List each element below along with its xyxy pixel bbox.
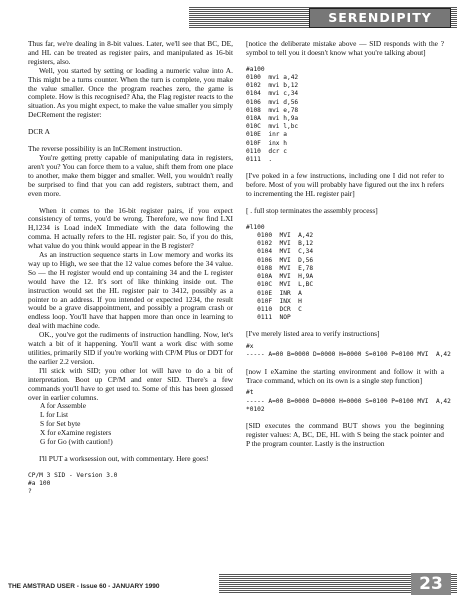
code-block: CP/M 3 SID - Version 3.0 #a 100 ?: [28, 471, 118, 496]
paragraph: Well, you started by setting or loading a numeric value into A. This might be a turns counter. When the turn is complete, you make the value smaller. Once the program reaches zero, the game is complete. How is this recognised? Aha, the Flag register reacts to the situation. As you might expect, to make the value smaller you simply DeCRement the register:: [28, 65, 233, 120]
note: [SID executes the command BUT shows you the beginning register values: A, BC, DE, HL with S being the stack pointer and P the program counter. Lastly is the instruction: [246, 421, 444, 448]
paragraph: I'll stick with SID; you other lot will have to do a bit of interpretation. Boot up CP/M and enter SID. There's a few commands you'll have to get used to. Some of this has been glossed over in earlier columns.: [28, 365, 233, 402]
paragraph: You're getting pretty capable of manipulating data in registers, aren't you? You can force them to a value, shift them from one place to another, make them bigger and smaller. Well, you wouldn't really be surprised to find that you can add registers, subtract them, and even more.: [28, 152, 233, 198]
paragraph: I'll PUT a worksession out, with commentary. Here goes!: [39, 453, 209, 463]
code-line: DCR A: [28, 127, 50, 137]
code-block: #l100 0100 MVI A,42 0102 MVI B,12 0104 MVI C,34 0106 MVI D,56 0108 MVI E,78 010A MVI H,9A 010C MVI L,BC 010E INR A 010F INX H 0110 DCR C 0111 NOP: [246, 223, 314, 322]
paragraph: OK., you've got the rudiments of instruction handling. Now, let's watch a bit of it happening. You'll want a work disc with some utilities, primarily SID if you're working with CP/M Plus or DDT for the earlier 2.2 version.: [28, 330, 233, 366]
section-title: SERENDIPITY: [309, 8, 451, 28]
paragraph: As an instruction sequence starts in Low memory and works its way up to High, we see that the 12 value comes before the 34 value. So — the H register would end up containing 34 and the L register would have the 12. It's sort of like thinking inside out. The instruction would set the HL register pair to 3412, possibly as a pointer to an address. If you intended or expected 1234, the result would be a grave disappointment, and possibly a program crash or endless loop. You'll have that happen more than once in learning to deal with machine code.: [28, 250, 233, 331]
note: [now I eXamine the starting environment and follow it with a Trace command, which on its own is a single step function]: [246, 366, 444, 385]
list-item: S for Set byte: [40, 419, 81, 429]
note: [I've merely listed area to verify instructions]: [246, 329, 380, 339]
note: [notice the deliberate mistake above — SID responds with the ? symbol to tell you it doesn't know what you're talking about]: [246, 39, 444, 57]
code-block: #x ----- A=00 B=0000 D=0000 H=0000 S=0100 P=0100 MVI A,42: [246, 343, 451, 359]
list-item: A for Assemble: [40, 401, 86, 411]
paragraph: The reverse possibility is an InCRement instruction.: [28, 144, 183, 154]
command-list: [40, 402, 233, 447]
code-block: #t ----- A=00 B=0000 D=0000 H=0000 S=0100 P=0100 MVI A,42 *0102: [246, 389, 451, 413]
note: [I've poked in a few instructions, including one I did not refer to before. Most of you will probably have figured out the inx h refers to incrementing the HL register pair]: [246, 171, 444, 199]
right-column: [246, 39, 451, 449]
note: [ . full stop terminates the assembly process]: [246, 205, 378, 215]
footer-text: THE AMSTRAD USER - Issue 60 - JANUARY 1990: [8, 583, 160, 590]
page-number: 23: [411, 573, 451, 595]
paragraph: Thus far, we're dealing in 8-bit values. Later, we'll see that BC, DE, and HL can be treated as register pairs, and manipulated as 16-bit registers, also.: [28, 39, 233, 66]
code-block: #a100 0100 mvi a,42 0102 mvi b,12 0104 mvi c,34 0106 mvi d,56 0108 mvi e,78 010A mvi h,9a 010C mvi l,bc 010E inr a 010F inx h 0110 dcr c 0111 .: [246, 65, 299, 164]
list-item: X for eXamine registers: [40, 428, 112, 438]
list-item: G for Go (with caution!): [40, 437, 113, 447]
list-item: L for List: [40, 410, 69, 420]
left-column: [28, 40, 233, 496]
paragraph: When it comes to the 16-bit register pairs, if you expect consistency of terms, you'd be wrong. Therefore, we now find LXI H,1234 is Load indeX Immediate with the data following the comma. H actually refers to the HL register pair. So, if you do this, what value do you think would appear in the B register?: [28, 205, 233, 251]
